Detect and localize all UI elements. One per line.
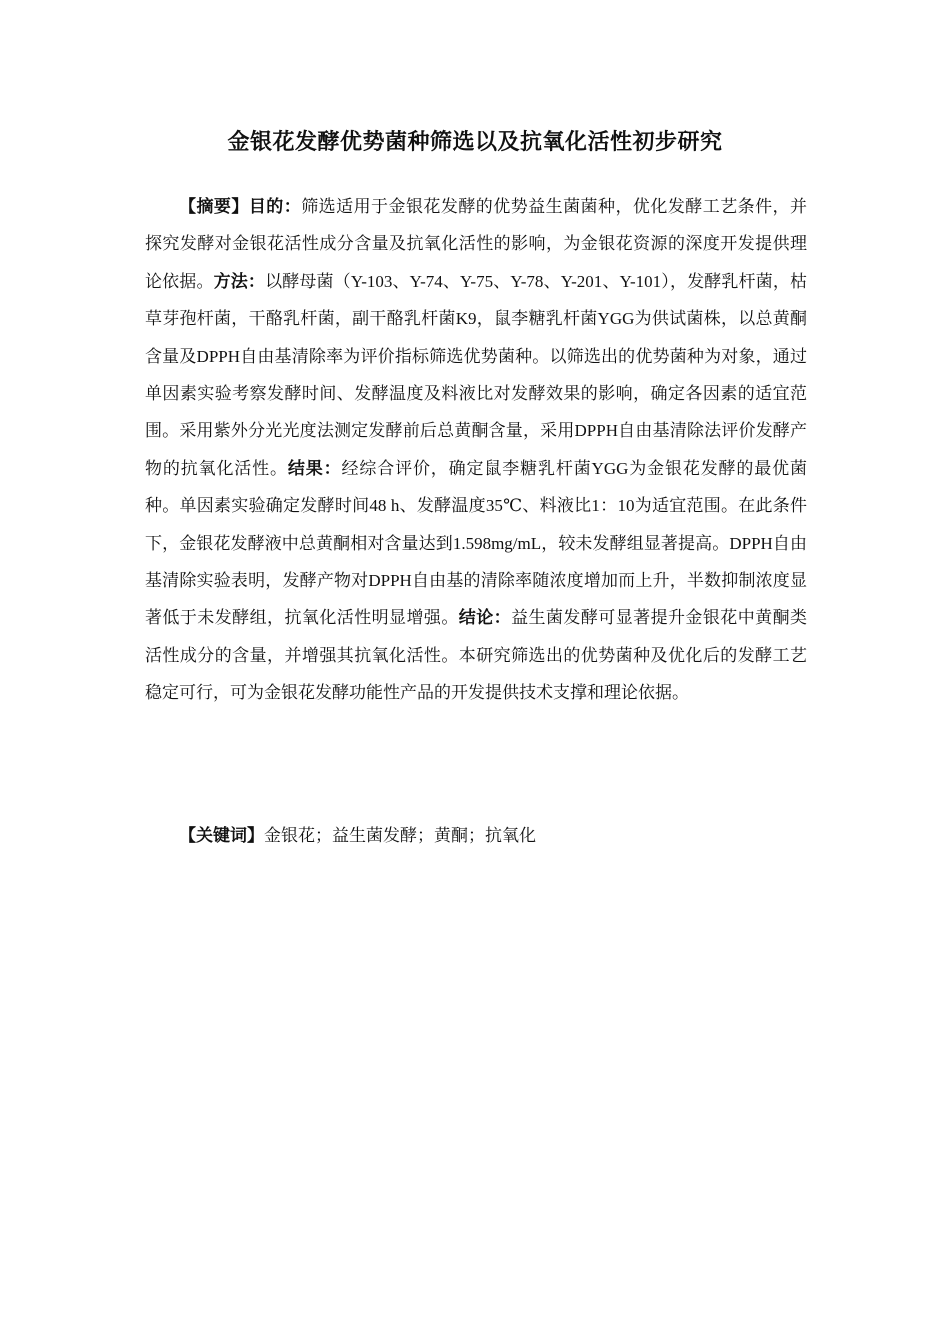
conclusion-text: 益生菌发酵可显著提升金银花中黄酮类活性成分的含量，并增强其抗氧化活性。本研究筛选出的优势菌种及优化后的发酵工艺稳定可行，可为金银花发酵功能性产品的开发提供技术支撑和理论依据。 [145, 608, 808, 703]
keywords-label: 【关键词】 [179, 826, 264, 845]
keywords-line [145, 817, 807, 854]
keywords-text: 金银花；益生菌发酵；黄酮；抗氧化 [264, 826, 536, 845]
result-text: 经综合评价，确定鼠李糖乳杆菌YGG为金银花发酵的最优菌种。单因素实验确定发酵时间48 h、发酵温度35℃、料液比1：10为适宜范围。在此条件下，金银花发酵液中总黄酮相对含量达到1.598mg/mL，较未发酵组显著提高。DPPH自由基清除实验表明，发酵产物对DPPH自由基的清除率随浓度增加而上升，半数抑制浓度显著低于未发酵组，抗氧化活性明显增强。 [145, 458, 808, 628]
abstract-paragraph [145, 188, 807, 712]
method-text: 以酵母菌（Y-103、Y-74、Y-75、Y-78、Y-201、Y-101），发酵乳杆菌，枯草芽孢杆菌，干酪乳杆菌，副干酪乳杆菌K9，鼠李糖乳杆菌YGG为供试菌株，以总黄酮含量及DPPH自由基清除率为评价指标筛选优势菌种。以筛选出的优势菌种为对象，通过单因素实验考察发酵时间、发酵温度及料液比对发酵效果的影响，确定各因素的适宜范围。采用紫外分光光度法测定发酵前后总黄酮含量，采用DPPH自由基清除法评价发酵产物的抗氧化活性。 [145, 271, 808, 478]
abstract-heading: 【摘要】 [179, 197, 249, 216]
purpose-text: 筛选适用于金银花发酵的优势益生菌菌种，优化发酵工艺条件，并探究发酵对金银花活性成分含量及抗氧化活性的影响，为金银花资源的深度开发提供理论依据。 [145, 197, 808, 291]
result-label: 结果： [287, 458, 342, 478]
method-label: 方法： [213, 271, 266, 291]
purpose-label: 目的： [248, 197, 302, 216]
conclusion-label: 结论： [458, 608, 512, 628]
document-title: 金银花发酵优势菌种筛选以及抗氧化活性初步研究 [227, 129, 723, 154]
